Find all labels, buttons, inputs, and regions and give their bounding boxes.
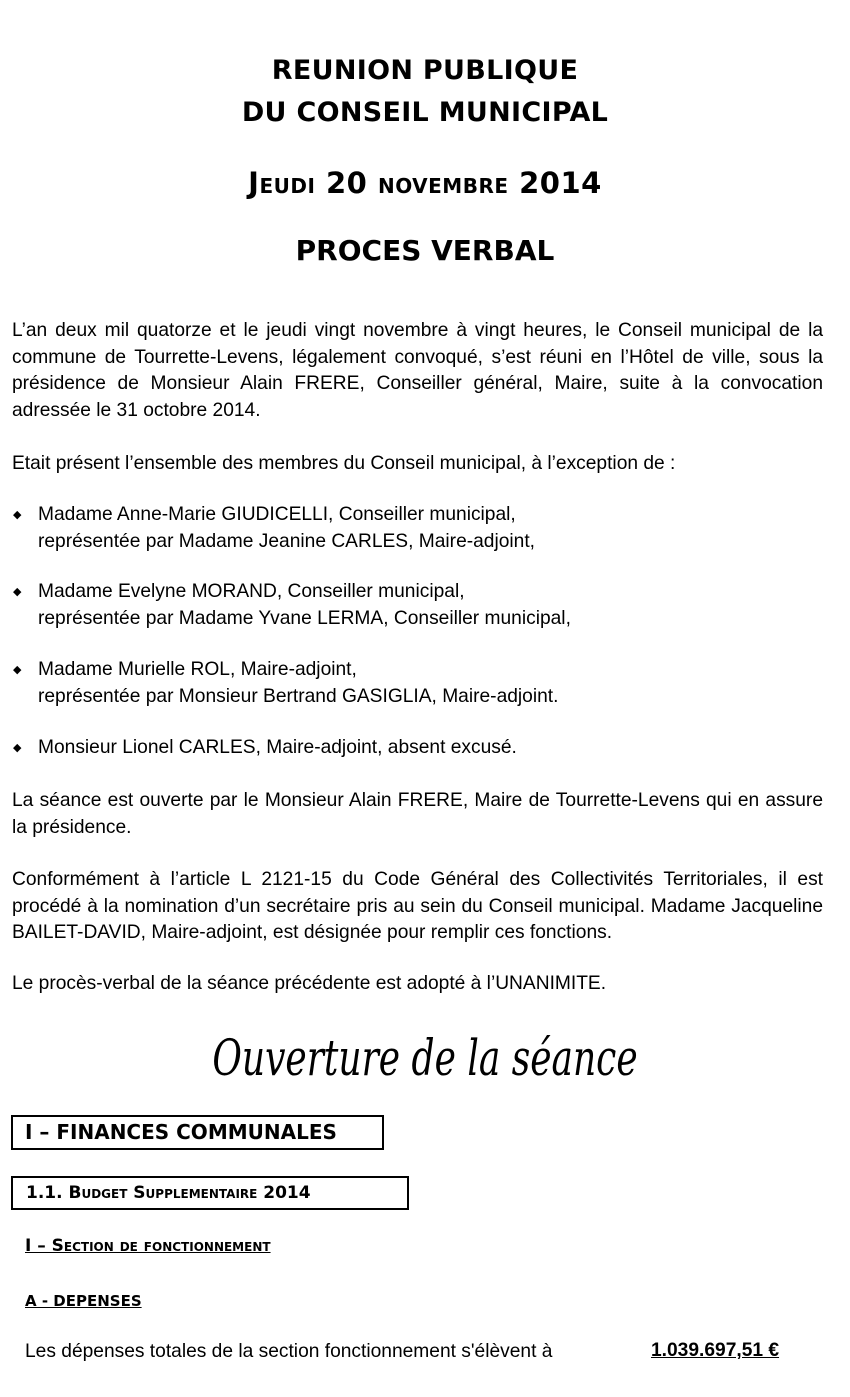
subsection-title-box: 1.1. Budget Supplementaire 2014 xyxy=(11,1176,409,1210)
diamond-bullet-icon: ◆ xyxy=(13,742,22,754)
diamond-bullet-icon: ◆ xyxy=(13,509,22,521)
section-fonctionnement-heading: I – Section de fonctionnement xyxy=(25,1236,271,1256)
previous-minutes-paragraph: Le procès-verbal de la séance précédente est adopté à l’UNANIMITE. xyxy=(12,973,607,994)
absence-line-2: représentée par Madame Yvane LERMA, Conseiller municipal, xyxy=(38,607,571,629)
absence-line-1: Madame Murielle ROL, Maire-adjoint, xyxy=(38,659,357,680)
attendance-intro: Etait présent l’ensemble des membres du Conseil municipal, à l’exception de : xyxy=(12,453,676,474)
diamond-bullet-icon: ◆ xyxy=(13,586,22,598)
ouverture-heading: Ouverture de la séance xyxy=(212,1029,638,1087)
meeting-date: Jeudi 20 novembre 2014 xyxy=(248,166,602,200)
document-type: PROCES VERBAL xyxy=(295,234,555,267)
absence-line-1: Madame Anne-Marie GIUDICELLI, Conseiller municipal, xyxy=(38,504,516,525)
intro-paragraph: L’an deux mil quatorze et le jeudi vingt novembre à vingt heures, le Conseil municipal de la commune de Tourrette-Levens, légalement convoqué, s’est réuni en l’Hôtel de ville, sous la présidence de Monsieur Alain FRERE, Conseiller général, Maire, suite à la convocation adressée le 31 octobre 2014. xyxy=(12,320,823,421)
opening-paragraph: La séance est ouverte par le Monsieur Alain FRERE, Maire de Tourrette-Levens qui en assure la présidence. xyxy=(12,790,823,838)
absence-line-2: représentée par Madame Jeanine CARLES, Maire-adjoint, xyxy=(38,530,536,552)
title-line-1: REUNION PUBLIQUE xyxy=(271,55,579,86)
total-depenses-value: 1.039.697,51 € xyxy=(651,1340,780,1361)
section-1-title-box: I – FINANCES COMMUNALES xyxy=(11,1115,384,1150)
diamond-bullet-icon: ◆ xyxy=(13,664,22,676)
total-depenses-label: Les dépenses totales de la section fonctionnement s'élèvent à xyxy=(25,1341,553,1362)
absence-line-2: représentée par Monsieur Bertrand GASIGLIA, Maire-adjoint. xyxy=(38,685,559,707)
secretary-paragraph: Conformément à l’article L 2121-15 du Code Général des Collectivités Territoriales, il est procédé à la nomination d’un secrétaire pris au sein du Conseil municipal. Madame Jacqueline BAILET-DAVID, Maire-adjoint, est désignée pour remplir ces fonctions. xyxy=(12,869,823,943)
title-line-2: DU CONSEIL MUNICIPAL xyxy=(241,97,609,128)
depenses-heading: A - DEPENSES xyxy=(25,1292,142,1310)
absence-line-1: Monsieur Lionel CARLES, Maire-adjoint, absent excusé. xyxy=(38,737,517,758)
absence-line-1: Madame Evelyne MORAND, Conseiller municipal, xyxy=(38,581,465,602)
